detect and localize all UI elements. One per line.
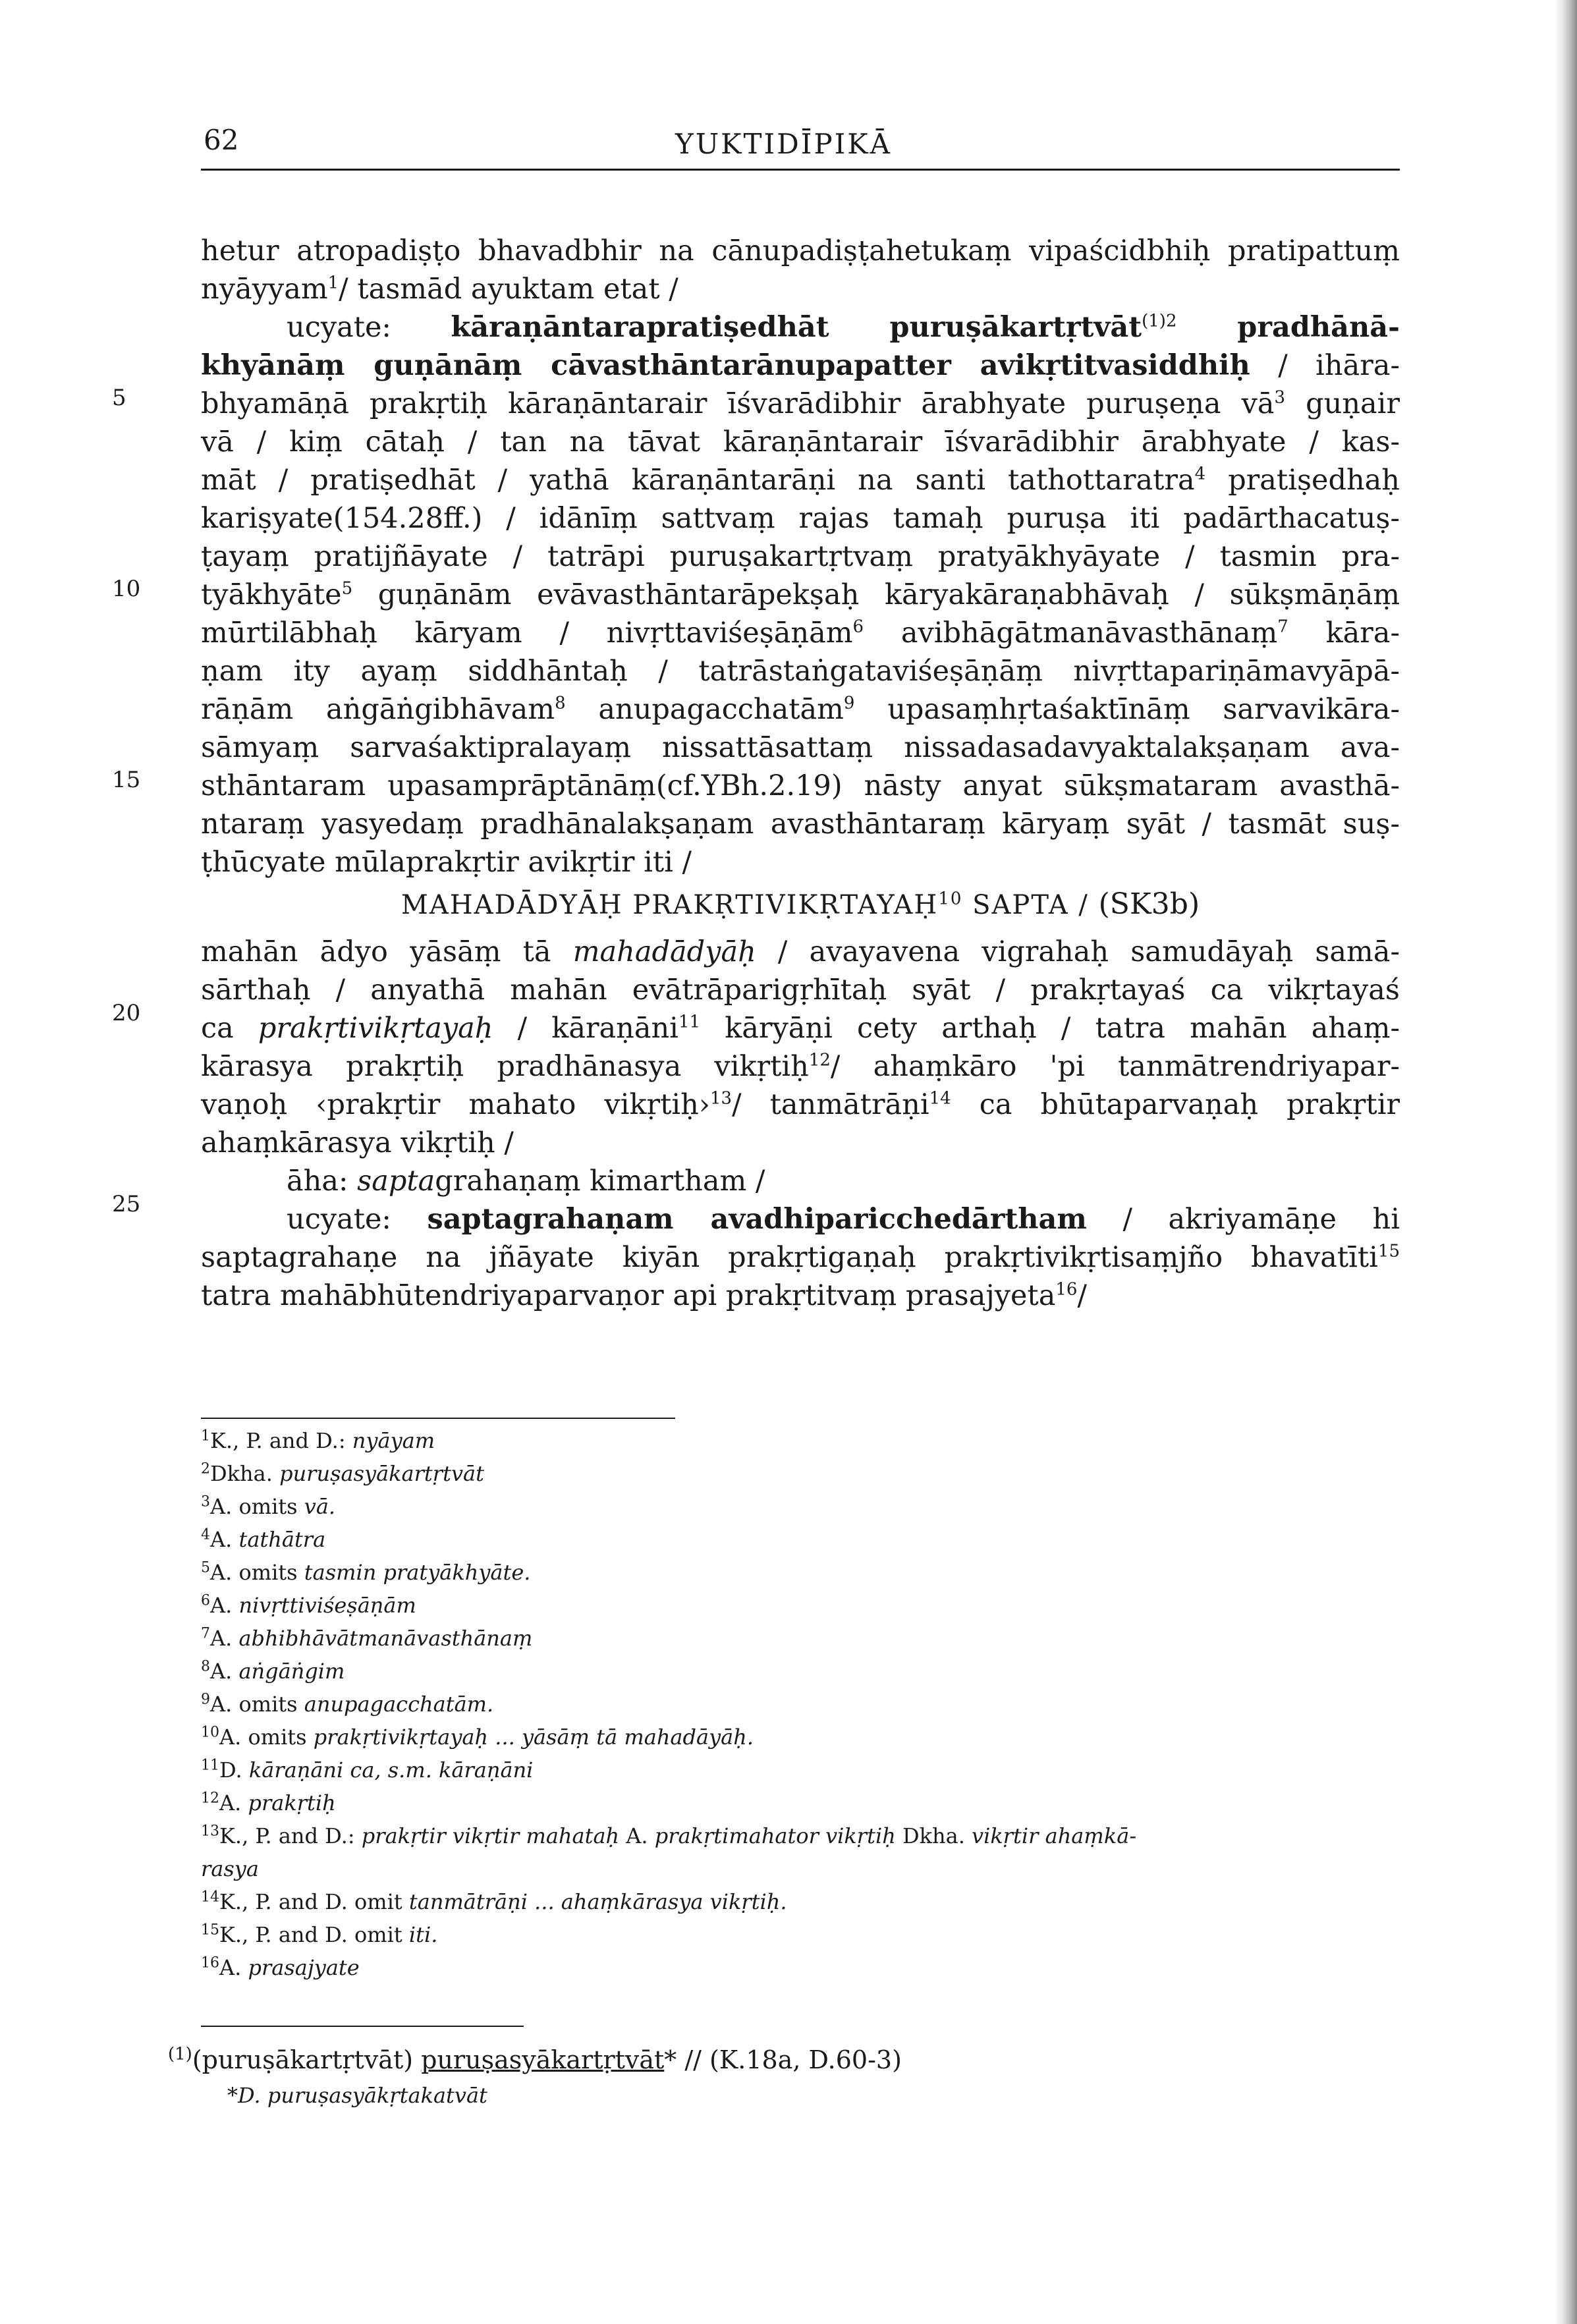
footnote: $^{16}$A. prasajyate — [201, 1954, 360, 1980]
line-number: 20 — [112, 1000, 141, 1026]
text-line: sthāntaram upasamprāptānāṃ(cf.YBh.2.19) nāsty anyat sūkṣmataram avasthā- — [201, 769, 1400, 802]
text-line: khyānāṃ guṇānāṃ cāvasthāntarānupapatter avikṛtitvasiddhiḥ / ihāra- — [201, 349, 1400, 382]
section-heading: MAHADĀDYĀḤ PRAKṚTIVIKṚTAYAḤ$^{10}$ SAPTA / (SK3b) — [401, 887, 1200, 921]
text-line: nyāyyam$^1$/ tasmād ayuktam etat / — [201, 273, 678, 306]
footnote: $^{11}$D. kāraṇāni ca, s.m. kāraṇāni — [201, 1757, 534, 1783]
text-line: ahaṃkārasya vikṛtiḥ / — [201, 1126, 514, 1159]
footnote: $^9$A. omits anupagacchatām. — [201, 1691, 494, 1717]
footnote: $^2$Dkha. puruṣasyākartṛtvāt — [201, 1460, 484, 1486]
page-edge-shadow — [1555, 0, 1577, 2324]
text-line: sārthaḥ / anyathā mahān evātrāparigṛhītaḥ syāt / prakṛtayaś ca vikṛtayaś — [201, 974, 1400, 1007]
text-line: vaṇoḥ ‹prakṛtir mahato vikṛtiḥ›$^{13}$/ tanmātrāṇi$^{14}$ ca bhūtaparvaṇaḥ prakṛtir — [201, 1088, 1400, 1121]
footnote-separator — [201, 1418, 675, 1419]
footnote: $^{12}$A. prakṛtiḥ — [201, 1790, 336, 1815]
running-title: YUKTIDĪPIKĀ — [675, 128, 892, 160]
critical-apparatus-separator — [201, 2026, 524, 2027]
text-line: āha: saptagrahaṇaṃ kimartham / — [287, 1165, 765, 1198]
text-line: vā / kiṃ cātaḥ / tan na tāvat kāraṇāntarair īśvarādibhir ārabhyate / kas- — [201, 426, 1400, 458]
footnote: $^5$A. omits tasmin pratyākhyāte. — [201, 1559, 531, 1585]
footnote: $^7$A. abhibhāvātmanāvasthānaṃ — [201, 1625, 533, 1651]
text-line: tyākhyāte$^5$ guṇānām evāvasthāntarāpekṣaḥ kāryakāraṇabhāvaḥ / sūkṣmāṇāṃ — [201, 578, 1400, 611]
main-text — [201, 232, 1400, 1315]
critical-note: $^{(1)}$(puruṣākartṛtvāt) puruṣasyākartṛtvāt* // (K.18a, D.60-3) — [168, 2044, 902, 2074]
footnote: $^6$A. nivṛttiviśeṣāṇām — [201, 1592, 416, 1618]
text-line: māt / pratiṣedhāt / yathā kāraṇāntarāṇi na santi tathottaratra$^4$ pratiṣedhaḥ — [201, 464, 1400, 497]
text-line: mūrtilābhaḥ kāryam / nivṛttaviśeṣāṇām$^6$ avibhāgātmanāvasthānaṃ$^7$ kāra- — [201, 617, 1400, 650]
text-line: ucyate: kāraṇāntarapratiṣedhāt puruṣākartṛtvāt$^{(1)2}$ pradhānā- — [287, 311, 1400, 344]
text-line: ṭhūcyate mūlaprakṛtir avikṛtir iti / — [201, 846, 692, 879]
text-line: hetur atropadiṣṭo bhavadbhir na cānupadiṣṭahetukaṃ vipaścidbhiḥ pratipattuṃ — [201, 235, 1400, 267]
page-number: 62 — [204, 124, 239, 156]
footnote: $^3$A. omits vā. — [201, 1493, 336, 1519]
footnote: $^8$A. aṅgāṅgim — [201, 1658, 345, 1684]
footnote: $^{14}$K., P. and D. omit tanmātrāṇi ... ahaṃkārasya vikṛtiḥ. — [201, 1889, 787, 1914]
text-line: kārasya prakṛtiḥ pradhānasya vikṛtiḥ$^{12}$/ ahaṃkāro 'pi tanmātrendriyapar- — [201, 1050, 1400, 1083]
footnotes — [201, 1424, 1400, 1984]
text-line: saptagrahaṇe na jñāyate kiyān prakṛtigaṇaḥ prakṛtivikṛtisaṃjño bhavatīti$^{15}$ — [201, 1241, 1400, 1274]
footnote: $^{13}$K., P. and D.: prakṛtir vikṛtir mahataḥ A. prakṛtimahator vikṛtiḥ Dkha. vikṛtir ahaṃkā- — [201, 1823, 1137, 1848]
text-line: ṭayaṃ pratijñāyate / tatrāpi puruṣakartṛtvaṃ pratyākhyāyate / tasmin pra- — [201, 540, 1400, 573]
text-line: sāmyaṃ sarvaśaktipralayaṃ nissattāsattaṃ nissadasadavyaktalakṣaṇam ava- — [201, 731, 1400, 764]
footnote-continuation: rasya — [201, 1856, 259, 1881]
text-line: ṇam ity ayaṃ siddhāntaḥ / tatrāstaṅgataviśeṣāṇāṃ nivṛttapariṇāmavyāpā- — [201, 655, 1400, 688]
text-line: mahān ādyo yāsāṃ tā mahadādyāḥ / avayavena vigrahaḥ samudāyaḥ samā- — [201, 935, 1400, 968]
page-header — [201, 123, 1400, 171]
text-line: rāṇām aṅgāṅgibhāvam$^8$ anupagacchatām$^9$ upasaṃhṛtaśaktīnāṃ sarvavikāra- — [201, 693, 1400, 726]
text-line: bhyamāṇā prakṛtiḥ kāraṇāntarair īśvarādibhir ārabhyate puruṣeṇa $vā^3$ guṇair — [201, 387, 1400, 420]
footnote: $^{15}$K., P. and D. omit iti. — [201, 1922, 438, 1947]
text-line: ca prakṛtivikṛtayaḥ / kāraṇāni$^{11}$ kāryāṇi cety arthaḥ / tatra mahān ahaṃ- — [201, 1012, 1400, 1045]
footnote: $^{10}$A. omits prakṛtivikṛtayaḥ ... yāsāṃ tā mahadāyāḥ. — [201, 1724, 754, 1750]
text-line: ntaraṃ yasyedaṃ pradhānalakṣaṇam avasthāntaraṃ kāryaṃ syāt / tasmāt suṣ- — [201, 808, 1400, 841]
critical-apparatus — [168, 2042, 1367, 2113]
line-number: 15 — [112, 767, 141, 793]
text-line: tatra mahābhūtendriyaparvaṇor api prakṛtitvaṃ prasajyeta$^{16}$/ — [201, 1279, 1087, 1312]
text-line: ucyate: saptagrahaṇam avadhiparicchedārtham / akriyamāṇe hi — [287, 1203, 1400, 1236]
critical-subnote: *D. puruṣasyākṛtakatvāt — [227, 2083, 487, 2108]
footnote: $^1$K., P. and D.: nyāyam — [201, 1427, 435, 1453]
line-number: 10 — [112, 576, 141, 602]
line-number: 25 — [112, 1191, 141, 1217]
footnote: $^4$A. tathātra — [201, 1526, 326, 1552]
line-number: 5 — [112, 385, 126, 411]
text-line: kariṣyate(154.28ff.) / idānīṃ sattvaṃ rajas tamaḥ puruṣa iti padārthacatuṣ- — [201, 502, 1400, 535]
